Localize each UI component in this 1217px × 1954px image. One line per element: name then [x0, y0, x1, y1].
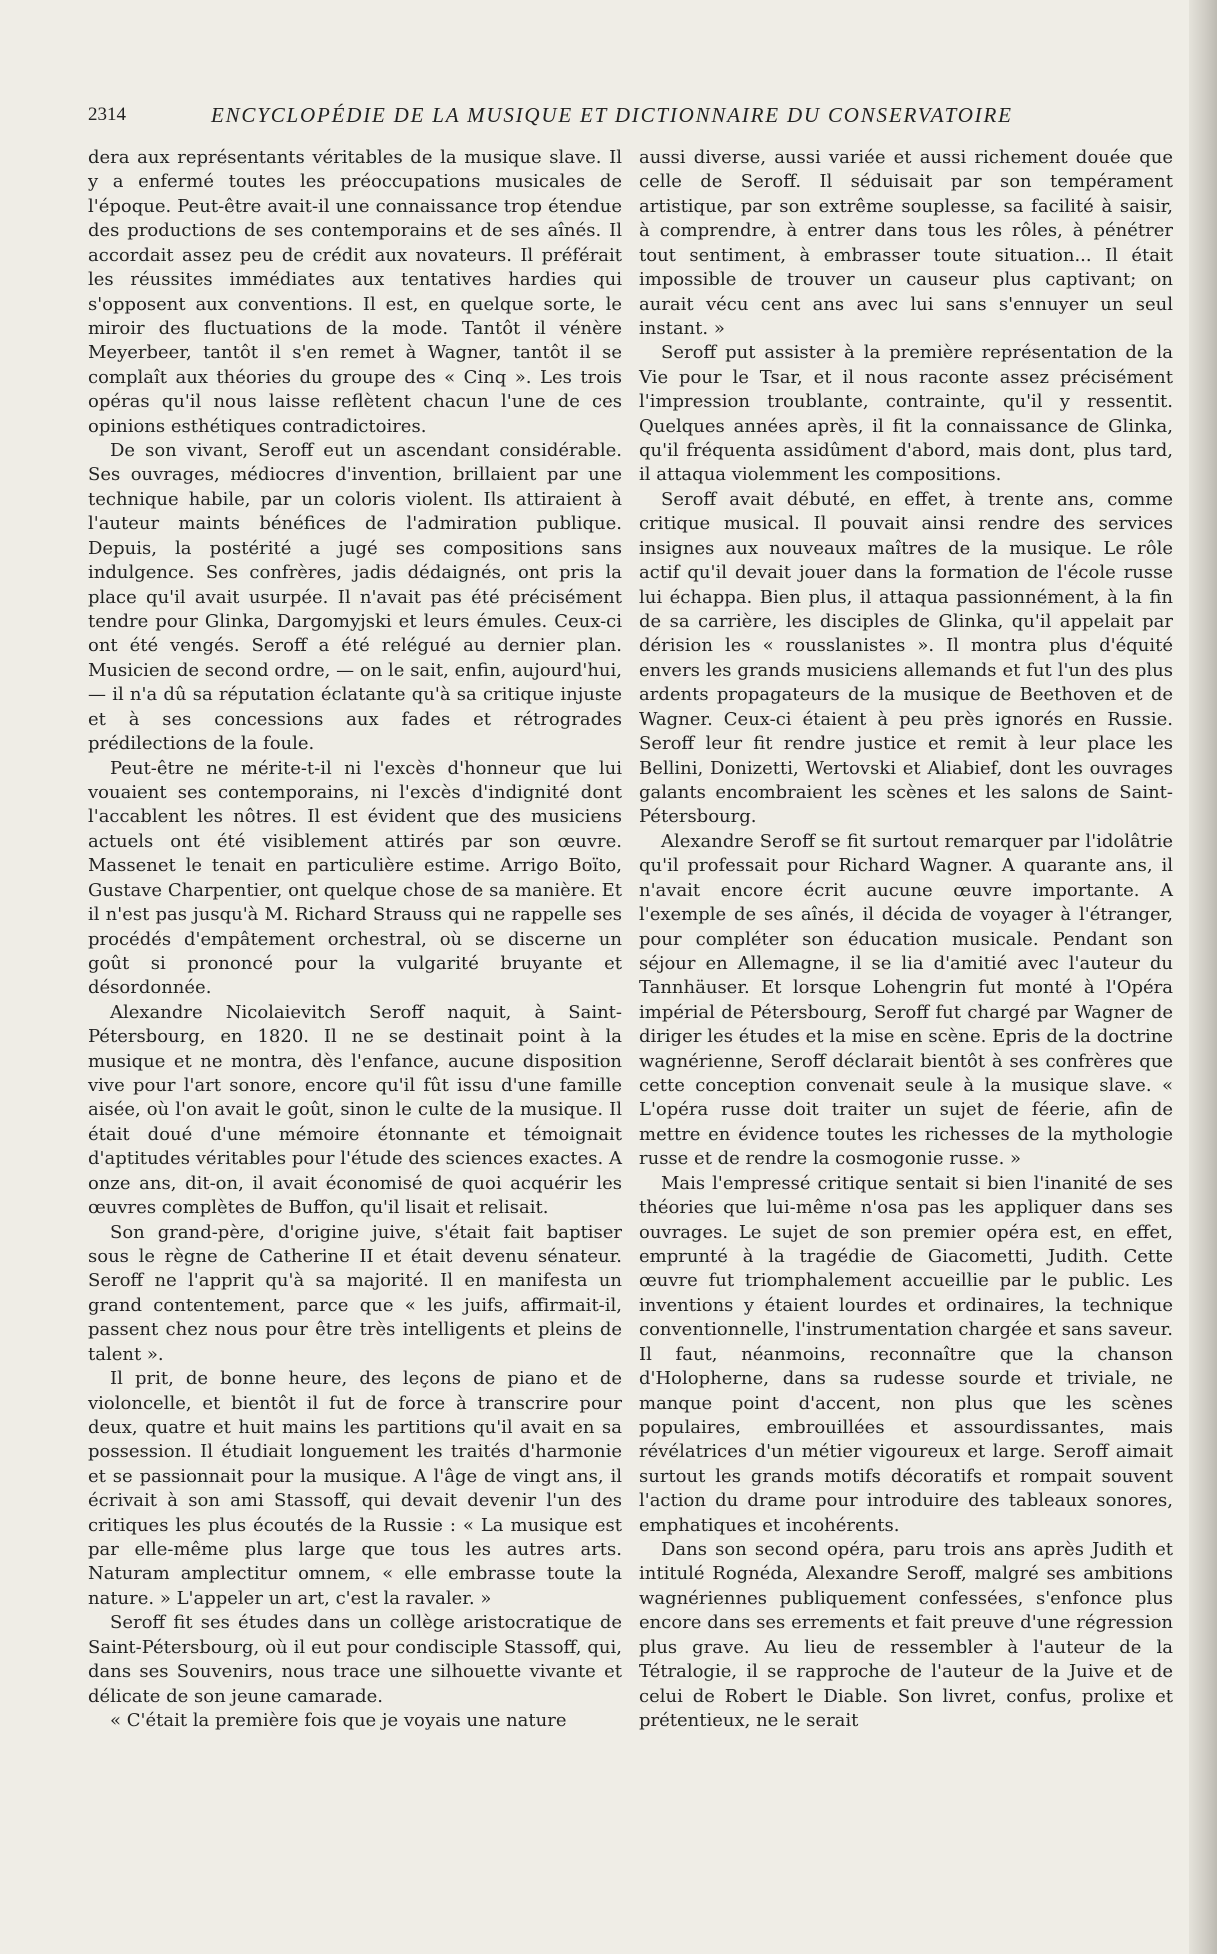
right-column: [639, 146, 1173, 1733]
paragraph: Mais l'empressé critique sentait si bien l'inanité de ses théories que lui-même n'osa pas les appliquer dans ses ouvrages. Le sujet de son premier opéra est, en effet, emprunté à la tragédie de Giacometti, Judith. Cette œuvre fut triomphalement accueillie par le public. Les inventions y étaient lourdes et ordinaires, la technique conventionnelle, l'instrumentation chargée et sans saveur. Il faut, néanmoins, reconnaître que la chanson d'Holopherne, dans sa rudesse sourde et triviale, ne manque point d'accent, non plus que les scènes populaires, embrouillées et assourdissantes, mais révélatrices d'un métier vigoureux et large. Seroff aimait surtout les grands motifs décoratifs et rompait souvent l'action du drame pour introduire des tableaux sonores, emphatiques et incohérents.: [639, 1172, 1173, 1536]
paragraph: De son vivant, Seroff eut un ascendant considérable. Ses ouvrages, médiocres d'invention, brillaient par une technique habile, par un coloris violent. Ils attiraient à l'auteur maints bénéfices de l'admiration publique. Depuis, la postérité a jugé ses compositions sans indulgence. Ses confrères, jadis dédaignés, ont pris la place qu'il avait usurpée. Il n'avait pas été précisément tendre pour Glinka, Dargomyjski et leurs émules. Ceux-ci ont été vengés. Seroff a été relégué au dernier plan. Musicien de second ordre, — on le sait, enfin, aujourd'hui, — il n'a dû sa réputation éclatante qu'à sa critique injuste et à ses concessions aux fades et rétrogrades prédilections de la foule.: [88, 440, 622, 755]
paragraph: Il prit, de bonne heure, des leçons de piano et de violoncelle, et bientôt il fut de force à transcrire pour deux, quatre et huit mains les partitions qu'il avait en sa possession. Il étudiait longuement les traités d'harmonie et se passionnait pour la musique. A l'âge de vingt ans, il écrivait à son ami Stassoff, qui devait devenir l'un des critiques les plus écoutés de la Russie : « La musique est par elle-même plus large que tous les autres arts. Naturam amplectitur omnem, « elle embrasse toute la nature. » L'appeler un art, c'est la ravaler. »: [88, 1368, 622, 1609]
paragraph: Seroff fit ses études dans un collège aristocratique de Saint-Pétersbourg, où il eut pour condisciple Stassoff, qui, dans ses Souvenirs, nous trace une silhouette vivante et délicate de son jeune camarade.: [88, 1612, 622, 1707]
paragraph: Seroff avait débuté, en effet, à trente ans, comme critique musical. Il pouvait ainsi rendre des services insignes aux nouveaux maîtres de la musique. Le rôle actif qu'il devait jouer dans la formation de l'école russe lui échappa. Bien plus, il attaqua passionnément, à la fin de sa carrière, les disciples de Glinka, qu'il appelait par dérision les « rousslanistes ». Il montra plus d'équité envers les grands musiciens allemands et fut l'un des plus ardents propagateurs de la musique de Beethoven et de Wagner. Ceux-ci étaient à peu près ignorés en Russie. Seroff leur fit rendre justice et remit à leur place les Bellini, Donizetti, Wertovski et Aliabief, dont les ouvrages galants encombraient les scènes et les salons de Saint-Pétersbourg.: [639, 488, 1173, 828]
page-edge: [1189, 0, 1217, 1954]
paragraph: Seroff put assister à la première représentation de la Vie pour le Tsar, et il nous raconte assez précisément l'impression troublante, contrainte, qu'il y ressentit. Quelques années après, il fit la connaissance de Glinka, qu'il fréquenta assidûment d'abord, mais dont, plus tard, il attaqua violemment les compositions.: [639, 342, 1173, 486]
paragraph: Dans son second opéra, paru trois ans après Judith et intitulé Rognéda, Alexandre Seroff, malgré ses ambitions wagnériennes publiquement confessées, s'enfonce plus encore dans ses errements et fait preuve d'une régression plus grave. Au lieu de ressembler à l'auteur de la Tétralogie, il se rapproche de l'auteur de la Juive et de celui de Robert le Diable. Son livret, confus, prolixe et prétentieux, ne le serait: [639, 1539, 1173, 1731]
paragraph: « C'était la première fois que je voyais une nature: [110, 1710, 567, 1731]
paragraph: dera aux représentants véritables de la musique slave. Il y a enfermé toutes les préoccupations musicales de l'époque. Peut-être avait-il une connaissance trop étendue des productions de ses contemporains et de ses aînés. Il accordait assez peu de crédit aux novateurs. Il préférait les réussites immédiates aux tentatives hardies qui s'opposent aux conventions. Il est, en quelque sorte, le miroir des fluctuations de la mode. Tantôt il vénère Meyerbeer, tantôt il s'en remet à Wagner, tantôt il se complaît aux théories du groupe des « Cinq ». Les trois opéras qu'il nous laisse reflètent chacun l'une de ces opinions esthétiques contradictoires.: [88, 147, 622, 437]
paragraph: Alexandre Nicolaievitch Seroff naquit, à Saint-Pétersbourg, en 1820. Il ne se destinait point à la musique et ne montra, dès l'enfance, aucune disposition vive pour l'art sonore, encore qu'il fût issu d'une famille aisée, où l'on avait le goût, sinon le culte de la musique. Il était doué d'une mémoire étonnante et témoignait d'aptitudes véritables pour l'étude des sciences exactes. A onze ans, dit-on, il avait économisé de quoi acquérir les œuvres complètes de Buffon, qu'il lisait et relisait.: [88, 1001, 622, 1219]
page-header: [88, 100, 1178, 130]
paragraph: Son grand-père, d'origine juive, s'était fait baptiser sous le règne de Catherine II et était devenu sénateur. Seroff ne l'apprit qu'à sa majorité. Il en manifesta un grand contentement, parce que « les juifs, affirmait-il, passent chez nous pour être très intelligents et pleins de talent ».: [88, 1221, 622, 1365]
paragraph: Peut-être ne mérite-t-il ni l'excès d'honneur que lui vouaient ses contemporains, ni l'excès d'indignité dont l'accablent les nôtres. Il est évident que des musiciens actuels ont été visiblement attirés par son œuvre. Massenet le tenait en particulière estime. Arrigo Boïto, Gustave Charpentier, ont quelque chose de sa manière. Et il n'est pas jusqu'à M. Richard Strauss qui ne rappelle ses procédés d'empâtement orchestral, où se discerne un goût si prononcé pour la vulgarité bruyante et désordonnée.: [88, 757, 622, 999]
paragraph: Alexandre Seroff se fit surtout remarquer par l'idolâtrie qu'il professait pour Richard Wagner. A quarante ans, il n'avait encore écrit aucune œuvre importante. A l'exemple de ses aînés, il décida de voyager à l'étranger, pour compléter son éducation musicale. Pendant son séjour en Allemagne, il se lia d'amitié avec l'auteur du Tannhäuser. Et lorsque Lohengrin fut monté à l'Opéra impérial de Pétersbourg, Seroff fut chargé par Wagner de diriger les études et la mise en scène. Epris de la doctrine wagnérienne, Seroff déclarait bientôt à ses confrères que cette conception convenait seule à la musique slave. « L'opéra russe doit traiter un sujet de féerie, afin de mettre en évidence toutes les richesses de la mythologie russe et de rendre la cosmogonie russe. »: [639, 830, 1173, 1170]
page-number: 2314: [88, 104, 126, 125]
left-column: [88, 146, 622, 1733]
paragraph: aussi diverse, aussi variée et aussi richement douée que celle de Seroff. Il séduisait par son tempérament artistique, par son extrême souplesse, sa facilité à saisir, à comprendre, à entrer dans tous les rôles, à pénétrer tout sentiment, à embrasser toute situation... Il était impossible de trouver un causeur plus captivant; on aurait vécu cent ans avec lui sans s'ennuyer un seul instant. »: [639, 147, 1173, 339]
running-title: ENCYCLOPÉDIE DE LA MUSIQUE ET DICTIONNAIRE DU CONSERVATOIRE: [211, 103, 1013, 127]
